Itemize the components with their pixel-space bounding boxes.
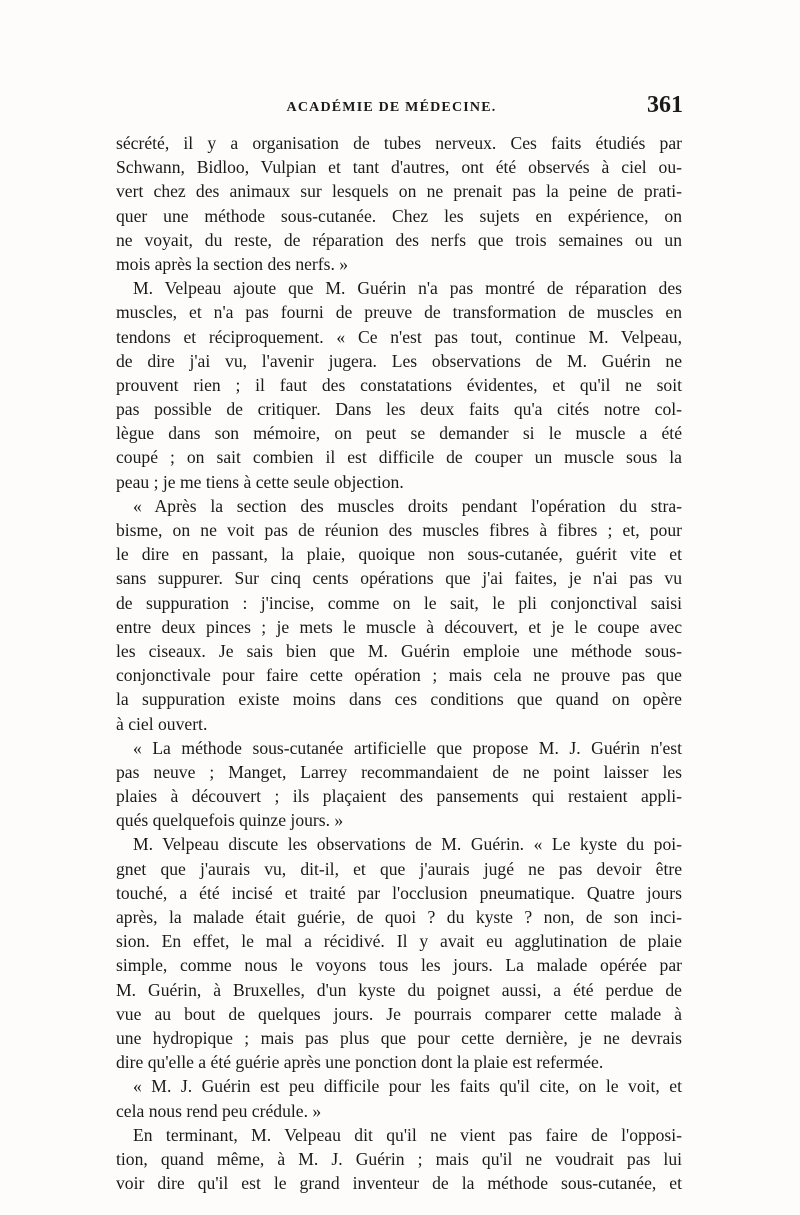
text-line: sion. En effet, le mal a récidivé. Il y avait eu agglutination de plaie	[116, 931, 682, 952]
text-line: prouvent rien ; il faut des constatations évidentes, et qu'il ne soit	[116, 374, 682, 395]
text-line: plaies à découvert ; ils plaçaient des pansements qui restaient appli-	[116, 786, 682, 807]
text-line: muscles, et n'a pas fourni de preuve de transformation de muscles en	[116, 302, 682, 323]
text-line: vert chez des animaux sur lesquels on ne prenait pas la peine de prati-	[116, 181, 682, 202]
text-line: bisme, on ne voit pas de réunion des muscles fibres à fibres ; et, pour	[116, 520, 682, 540]
text-line: cela nous rend peu crédule. »	[116, 1100, 322, 1121]
text-line: touché, a été incisé et traité par l'occlusion pneumatique. Quatre jours	[116, 882, 682, 903]
text-line: à ciel ouvert.	[116, 713, 208, 734]
text-line: dire qu'elle a été guérie après une ponction dont la plaie est refermée.	[116, 1052, 604, 1073]
text-line: M. Velpeau discute les observations de M. Guérin. « Le kyste du poi-	[133, 834, 682, 855]
text-line: conjonctivale pour faire cette opération ; mais cela ne prouve pas que	[116, 665, 682, 686]
text-line: En terminant, M. Velpeau dit qu'il ne vient pas faire de l'opposi-	[133, 1124, 682, 1145]
text-line: une hydropique ; mais pas plus que pour cette dernière, je ne devrais	[116, 1027, 682, 1048]
text-line: « La méthode sous-cutanée artificielle que propose M. J. Guérin n'est	[133, 737, 682, 758]
text-line: simple, comme nous le voyons tous les jours. La malade opérée par	[116, 955, 682, 976]
text-line: la suppuration existe moins dans ces conditions que quand on opère	[116, 689, 682, 710]
text-line: de suppuration : j'incise, comme on le sait, le pli conjonctival saisi	[116, 592, 682, 613]
text-line: tion, quand même, à M. J. Guérin ; mais qu'il ne voudrait pas lui	[116, 1148, 682, 1169]
text-line: qués quelquefois quinze jours. »	[116, 810, 344, 831]
text-line: ne voyait, du reste, de réparation des nerfs que trois semaines ou un	[116, 229, 682, 250]
text-line: entre deux pinces ; je mets le muscle à découvert, et je le coupe avec	[116, 616, 682, 637]
text-line: le dire en passant, la plaie, quoique non sous-cutanée, guérit vite et	[116, 544, 682, 565]
running-head	[100, 92, 683, 120]
text-line: pas possible de critiquer. Dans les deux faits qu'a cités notre col-	[116, 399, 682, 420]
text-line: M. Guérin, à Bruxelles, d'un kyste du poignet aussi, a été perdue de	[116, 979, 682, 1000]
text-line: gnet que j'aurais vu, dit-il, et que j'aurais jugé ne pas devoir être	[116, 858, 682, 879]
text-line: « Après la section des muscles droits pendant l'opération du stra-	[133, 495, 682, 516]
text-line: quer une méthode sous-cutanée. Chez les sujets en expérience, on	[116, 205, 682, 226]
running-title: ACADÉMIE DE MÉDECINE.	[286, 100, 497, 115]
text-line: vue au bout de quelques jours. Je pourrais comparer cette malade à	[116, 1003, 682, 1024]
text-line: coupé ; on sait combien il est difficile de couper un muscle sous la	[116, 447, 682, 468]
text-line: voir dire qu'il est le grand inventeur de la méthode sous-cutanée, et	[116, 1173, 682, 1194]
text-line: Schwann, Bidloo, Vulpian et tant d'autres, ont été observés à ciel ou-	[116, 157, 682, 178]
text-line: lègue dans son mémoire, on peut se demander si le muscle a été	[116, 423, 682, 444]
text-line: les ciseaux. Je sais bien que M. Guérin emploie une méthode sous-	[116, 640, 682, 661]
text-line: mois après la section des nerfs. »	[116, 253, 349, 274]
text-line: sécrété, il y a organisation de tubes nerveux. Ces faits étudiés par	[116, 133, 682, 153]
text-line: M. Velpeau ajoute que M. Guérin n'a pas montré de réparation des	[133, 278, 682, 299]
text-line: peau ; je me tiens à cette seule objection.	[116, 471, 404, 492]
text-line: après, la malade était guérie, de quoi ? du kyste ? non, de son inci-	[116, 907, 682, 927]
text-line: pas neuve ; Manget, Larrey recommandaient de ne point laisser les	[116, 761, 682, 782]
text-line: « M. J. Guérin est peu difficile pour les faits qu'il cite, on le voit, et	[133, 1076, 682, 1097]
page-number: 361	[647, 92, 683, 118]
text-line: sans suppurer. Sur cinq cents opérations que j'ai faites, je n'ai pas vu	[116, 568, 682, 589]
text-line: de dire j'ai vu, l'avenir jugera. Les observations de M. Guérin ne	[116, 350, 682, 371]
text-line: tendons et réciproquement. « Ce n'est pas tout, continue M. Velpeau,	[116, 326, 682, 347]
body-text	[116, 131, 682, 1195]
